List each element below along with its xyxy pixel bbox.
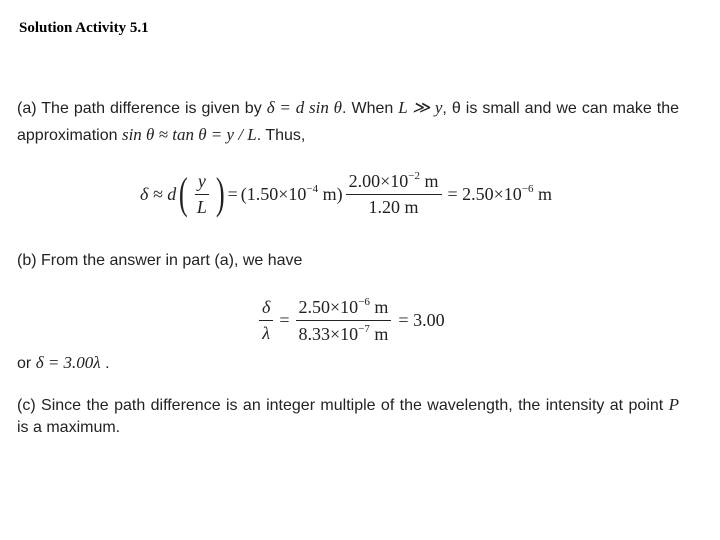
eq-b-num-exponent: −6 <box>358 296 370 308</box>
eq-a-mantissa: (1.50×10 <box>240 184 307 204</box>
part-c-point: P <box>668 395 679 414</box>
eq-a-frac2-num-mantissa: 2.00×10 <box>348 171 409 191</box>
eq-b-num-mantissa: 2.50×10 <box>298 297 359 317</box>
eq-a-result-unit: m <box>533 184 553 204</box>
equation-b <box>256 296 445 345</box>
part-c-text: (c) Since the path difference is an integer multiple of the wavelength, the intensity at point <box>17 397 664 414</box>
or-tail: . <box>105 355 110 372</box>
eq-b-delta-over-lambda <box>259 297 273 344</box>
eq-b-equals: = <box>279 310 290 330</box>
eq-b-den-unit: m <box>369 324 389 344</box>
eq-a-equals: = <box>227 183 238 204</box>
or-word: or <box>17 355 32 372</box>
eq-a-left-paren: ( <box>179 169 188 218</box>
eq-b-result: = 3.00 <box>398 310 445 330</box>
eq-a-right-paren: ) <box>215 169 225 218</box>
eq-b-den-mantissa: 8.33×10 <box>298 324 359 344</box>
part-a-lead: (a) The path difference is given by <box>17 100 262 117</box>
eq-a-fraction-y-over-l <box>194 171 210 218</box>
eq-b-frac1-den: λ <box>262 323 271 343</box>
eq-a-result <box>448 183 553 205</box>
part-a-when: . When <box>342 100 394 117</box>
eq-a-fraction-distance <box>346 170 442 218</box>
eq-a-frac2-num-exponent: −2 <box>408 170 420 182</box>
part-c-paragraph <box>17 394 679 439</box>
eq-a-frac2-num <box>346 170 442 195</box>
eq-a-frac-num: y <box>195 171 209 195</box>
eq-a-exponent: −4 <box>306 183 319 195</box>
eq-a-lhs: δ ≈ d <box>140 183 177 204</box>
eq-a-result-exponent: −6 <box>521 183 534 195</box>
part-a-paragraph <box>17 95 679 149</box>
page-title: Solution Activity 5.1 <box>19 20 149 36</box>
eq-b-frac1-num: δ <box>259 297 273 321</box>
eq-b-num-unit: m <box>369 297 389 317</box>
part-a-thus: . Thus, <box>256 127 306 144</box>
eq-a-result-mantissa: = 2.50×10 <box>447 184 522 204</box>
eq-a-frac-den: L <box>196 196 207 217</box>
part-a-comma-text: , θ is small and we can make the approximation <box>17 100 680 144</box>
eq-b-frac2-den <box>296 321 392 345</box>
part-b-paragraph: (b) From the answer in part (a), we have <box>17 252 303 269</box>
eq-a-unit: m) <box>318 184 343 204</box>
eq-b-value-fraction <box>296 296 392 345</box>
equation-a <box>140 170 552 218</box>
eq-b-frac2-num <box>296 296 392 321</box>
eq-a-frac2-num-unit: m <box>419 171 439 191</box>
eq-b-den-exponent: −7 <box>358 323 370 335</box>
part-c-tail: is a maximum. <box>17 419 121 436</box>
eq-a-separation <box>241 183 343 205</box>
part-a-approximation: sin θ ≈ tan θ = y / L <box>121 125 257 144</box>
or-expression: δ = 3.00λ <box>35 353 101 372</box>
or-line <box>17 350 679 377</box>
eq-a-frac2-den: 1.20 m <box>368 197 419 217</box>
part-a-condition: L ≫ y <box>398 98 443 117</box>
part-a-equation-1: δ = d sin θ <box>266 98 343 117</box>
